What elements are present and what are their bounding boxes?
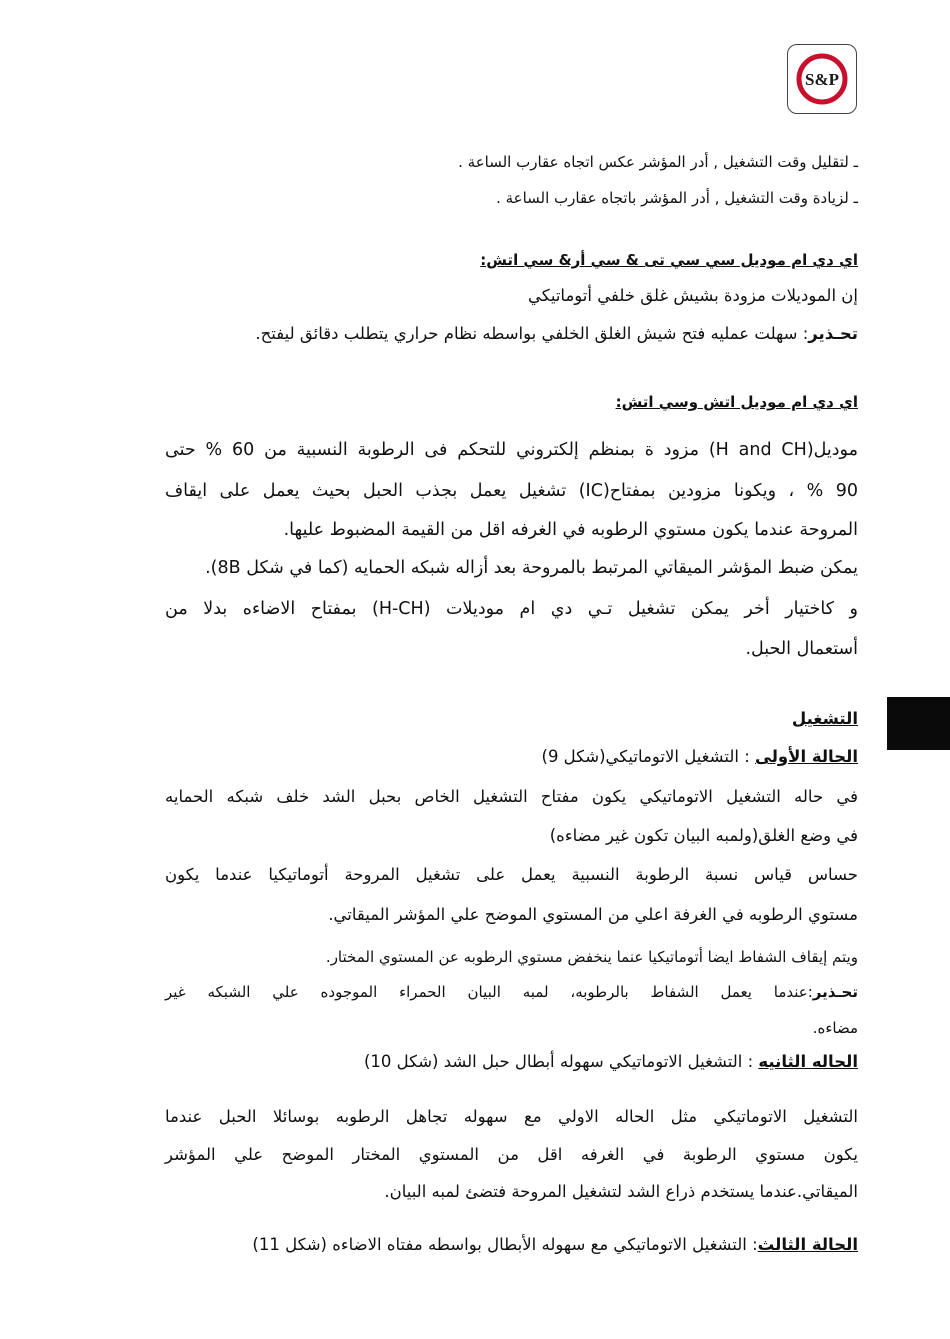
bullet-increase-time: ـ لزيادة وقت التشغيل , أدر المؤشر باتجاه عقارب الساعة . — [496, 189, 858, 207]
humidity-para3-line1: و كاختيار أخر يمكن تشغيل تـي دي ام موديلات (H-CH) بمفتاح الاضاءه بدلا من — [165, 599, 859, 619]
operation-heading: التشغيل — [791, 709, 858, 728]
case3-title-text: : التشغيل الاتوماتيكي مع سهوله الأبطال بواسطه مفتاه الاضاءه (شكل 11) — [252, 1235, 758, 1254]
case2-title-text: : التشغيل الاتوماتيكي سهوله أبطال حبل الشد (شكل 10) — [363, 1052, 759, 1071]
brand-logo — [787, 44, 857, 114]
humidity-para1-line1: موديل(H and CH) مزود ة بمنظم إلكتروني للتحكم فى الرطوبة النسبية من 60 % حتى — [165, 440, 858, 460]
case1-title — [542, 745, 859, 769]
case1-line5: ويتم إيقاف الشفاط ايضا أتوماتيكيا عنما ينخفض مستوي الرطوبه عن المستوي المختار. — [325, 948, 858, 966]
case3-title — [252, 1233, 858, 1257]
case1-line4: مستوي الرطوبه في الغرفة اعلي من المستوي الموضح علي المؤشر الميقاتي. — [328, 905, 858, 924]
bullet-decrease-time: ـ لتقليل وقت التشغيل , أدر المؤشر عكس اتجاه عقارب الساعة . — [458, 153, 858, 171]
case1-warning — [165, 980, 858, 1004]
sp-logo-icon — [794, 51, 850, 107]
case3-label: الحالة الثالث — [757, 1235, 858, 1254]
case1-warning-line2: مضاءه. — [812, 1019, 858, 1037]
warning-text: : سهلت عمليه فتح شيش الغلق الخلفي بواسطه نظام حراري يتطلب دقائق ليفتح. — [255, 324, 809, 343]
case1-line1: في حاله التشغيل الاتوماتيكي يكون مفتاح التشغيل الخاص بحبل الشد خلف شبكه الحمايه — [165, 787, 858, 806]
humidity-para1-line3: المروحة عندما يكون مستوي الرطوبه في الغرفه اقل من القيمة المضبوط عليها. — [283, 520, 858, 540]
humidity-heading: اي دي ام موديل اتش وسي اتش: — [615, 393, 858, 411]
case1-label: الحالة الأولى — [755, 747, 858, 766]
case1-title-text: : التشغيل الاتوماتيكي(شكل 9) — [541, 747, 756, 766]
case1-line3: حساس قياس نسبة الرطوبة النسبية يعمل على تشغيل المروحة أتوماتيكيا عندما يكون — [165, 865, 858, 884]
svg-text:S&P: S&P — [805, 70, 839, 89]
case2-line1: التشغيل الاتوماتيكي مثل الحاله الاولي مع سهوله تجاهل الرطوبه بوسائلا الحبل عندما — [165, 1107, 858, 1126]
case1-warning-text: :عندما يعمل الشفاط بالرطوبه، لمبه البيان الحمراء الموجوده علي الشبكه غير — [165, 983, 813, 1001]
warning-label: تحـذير — [808, 324, 858, 343]
case2-label: الحاله الثانيه — [758, 1052, 858, 1071]
humidity-para2: يمكن ضبط المؤشر الميقاتي المرتبط بالمروحة بعد أزاله شبكه الحمايه (كما في شكل 8B). — [205, 558, 858, 578]
case2-line3: الميقاتي.عندما يستخدم ذراع الشد لتشغيل المروحة فتضئ لمبه البيان. — [384, 1182, 858, 1201]
shutter-warning — [255, 322, 858, 346]
shutter-text: إن الموديلات مزودة بشيش غلق خلفي أتوماتيكي — [527, 286, 858, 305]
shutter-heading: اي دي ام موديل سي سي تى & سي أر& سي اتش: — [480, 251, 858, 269]
case2-line2: يكون مستوي الرطوبة في الغرفه اقل من المستوي المختار الموضح علي المؤشر — [165, 1145, 858, 1164]
humidity-para1-line2: 90 % ، ويكونا مزودين بمفتاح(IC) تشغيل يعمل بجذب الحبل بحيث يعمل على ايقاف — [165, 481, 858, 501]
case1-warning-label: تحـذير — [812, 983, 858, 1001]
section-tab-marker — [887, 697, 950, 750]
humidity-para3-line2: أستعمال الحبل. — [745, 639, 858, 659]
case1-line2: في وضع الغلق(ولمبه البيان تكون غير مضاءه) — [549, 826, 858, 845]
case2-title — [364, 1050, 858, 1074]
